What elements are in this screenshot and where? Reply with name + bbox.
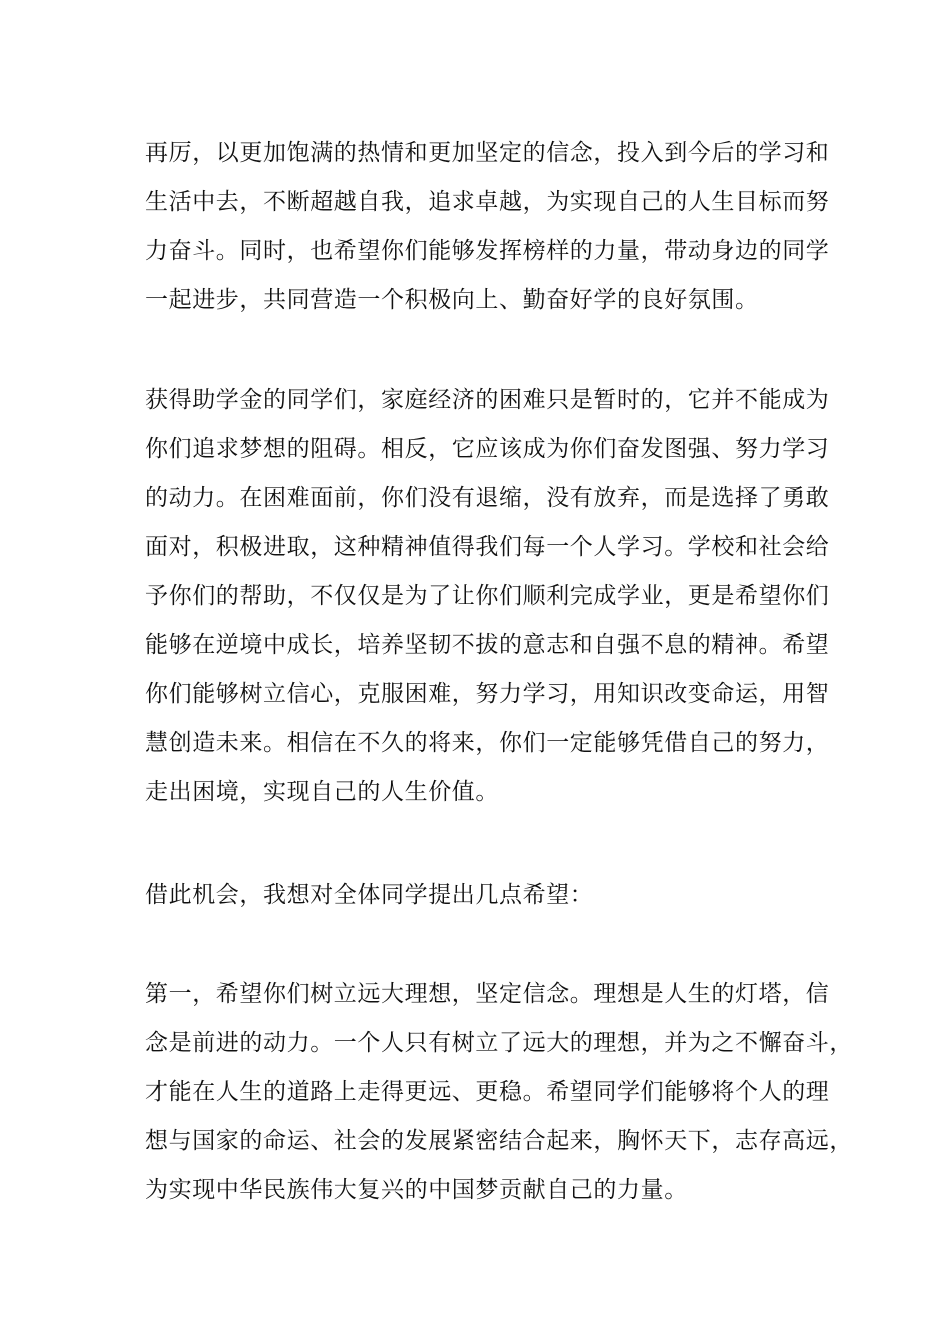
text-line: 面对，积极进取，这种精神值得我们每一个人学习。学校和社会给	[145, 534, 830, 560]
text-line: 再厉，以更加饱满的热情和更加坚定的信念，投入到今后的学习和	[145, 140, 830, 166]
paragraph-grant-recipients	[145, 376, 835, 817]
text-line: 借此机会，我想对全体同学提出几点希望：	[145, 882, 594, 908]
text-line: 力奋斗。同时，也希望你们能够发挥榜样的力量，带动身边的同学	[145, 238, 830, 264]
text-line: 一起进步，共同营造一个积极向上、勤奋好学的良好氛围。	[145, 287, 759, 313]
text-line: 获得助学金的同学们，家庭经济的困难只是暂时的，它并不能成为	[145, 387, 830, 413]
text-line: 为实现中华民族伟大复兴的中国梦贡献自己的力量。	[145, 1177, 688, 1203]
text-line: 走出困境，实现自己的人生价值。	[145, 779, 499, 805]
text-line: 能够在逆境中成长，培养坚韧不拔的意志和自强不息的精神。希望	[145, 632, 830, 658]
text-line: 的动力。在困难面前，你们没有退缩，没有放弃，而是选择了勇敢	[145, 485, 830, 511]
text-line: 才能在人生的道路上走得更远、更稳。希望同学们能够将个人的理	[145, 1079, 830, 1105]
paragraph-intro-hopes	[145, 871, 835, 920]
text-line: 予你们的帮助，不仅仅是为了让你们顺利完成学业，更是希望你们	[145, 583, 830, 609]
text-line: 生活中去，不断超越自我，追求卓越，为实现自己的人生目标而努	[145, 189, 830, 215]
text-line: 想与国家的命运、社会的发展紧密结合起来，胸怀天下，志存高远，	[145, 1128, 853, 1154]
text-line: 你们追求梦想的阻碍。相反，它应该成为你们奋发图强、努力学习	[145, 436, 830, 462]
paragraph-encouragement	[145, 129, 835, 325]
text-line: 你们能够树立信心，克服困难，努力学习，用知识改变命运，用智	[145, 681, 830, 707]
text-line: 第一，希望你们树立远大理想，坚定信念。理想是人生的灯塔，信	[145, 981, 830, 1007]
text-line: 念是前进的动力。一个人只有树立了远大的理想，并为之不懈奋斗，	[145, 1030, 853, 1056]
text-line: 慧创造未来。相信在不久的将来，你们一定能够凭借自己的努力，	[145, 730, 830, 756]
paragraph-first-hope	[145, 970, 853, 1215]
